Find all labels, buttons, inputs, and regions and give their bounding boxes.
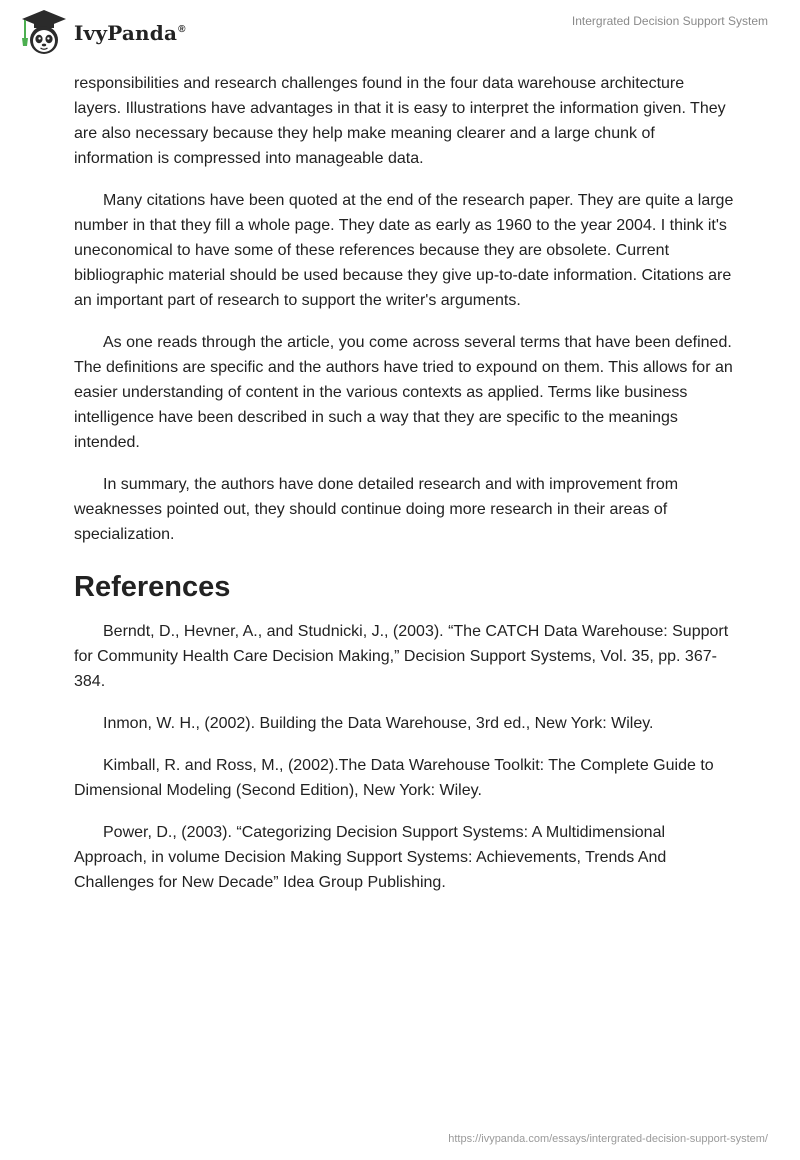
page-header [0, 0, 800, 64]
reference-item: Power, D., (2003). “Categorizing Decision Support Systems: A Multidimensional Approach, in volume Decision Making Support Systems: Achievements, Trends And Challenges for New Decade” Idea Group Publishing. [74, 824, 667, 891]
paragraph: responsibilities and research challenges found in the four data warehouse architecture layers. Illustrations have advantages in that it is easy to interpret the information given. They are also necessary because they help make meaning clearer and a large chunk of information is compressed into manageable data. [74, 75, 726, 167]
source-url-link[interactable]: https://ivypanda.com/essays/intergrated-decision-support-system/ [448, 1133, 768, 1145]
registered-mark: ® [178, 24, 186, 36]
reference-item: Kimball, R. and Ross, M., (2002).The Data Warehouse Toolkit: The Complete Guide to Dimensional Modeling (Second Edition), New York: Wiley. [74, 757, 714, 799]
references-heading: References [74, 571, 231, 603]
paragraph: Many citations have been quoted at the end of the research paper. They are quite a large number in that they fill a whole page. They date as early as 1960 to the year 2004. I think it's uneconomical to have some of these references because they are obsolete. Current bibliographic material should be used because they give up-to-date information. Citations are an important part of research to support the writer's arguments. [74, 192, 734, 309]
brand-name [74, 21, 186, 45]
document-title: Intergrated Decision Support System [571, 14, 768, 28]
paragraph: In summary, the authors have done detailed research and with improvement from weaknesses pointed out, they should continue doing more research in their areas of specialization. [74, 476, 679, 543]
ivypanda-logo[interactable] [16, 8, 186, 56]
panda-graduation-cap-icon [16, 8, 72, 56]
brand-text: IvyPanda [74, 21, 178, 45]
paragraph: As one reads through the article, you come across several terms that have been defined. The definitions are specific and the authors have tried to expound on them. This allows for an easier understanding of content in the various contexts as applied. Terms like business intelligence have been described in such a way that they are specific to the meanings intended. [74, 334, 733, 451]
essay-body [74, 71, 734, 912]
reference-item: Berndt, D., Hevner, A., and Studnicki, J., (2003). “The CATCH Data Warehouse: Support for Community Health Care Decision Making,” Decision Support Systems, Vol. 35, pp. 367-384. [74, 623, 729, 690]
reference-item: Inmon, W. H., (2002). Building the Data Warehouse, 3rd ed., New York: Wiley. [103, 715, 654, 732]
